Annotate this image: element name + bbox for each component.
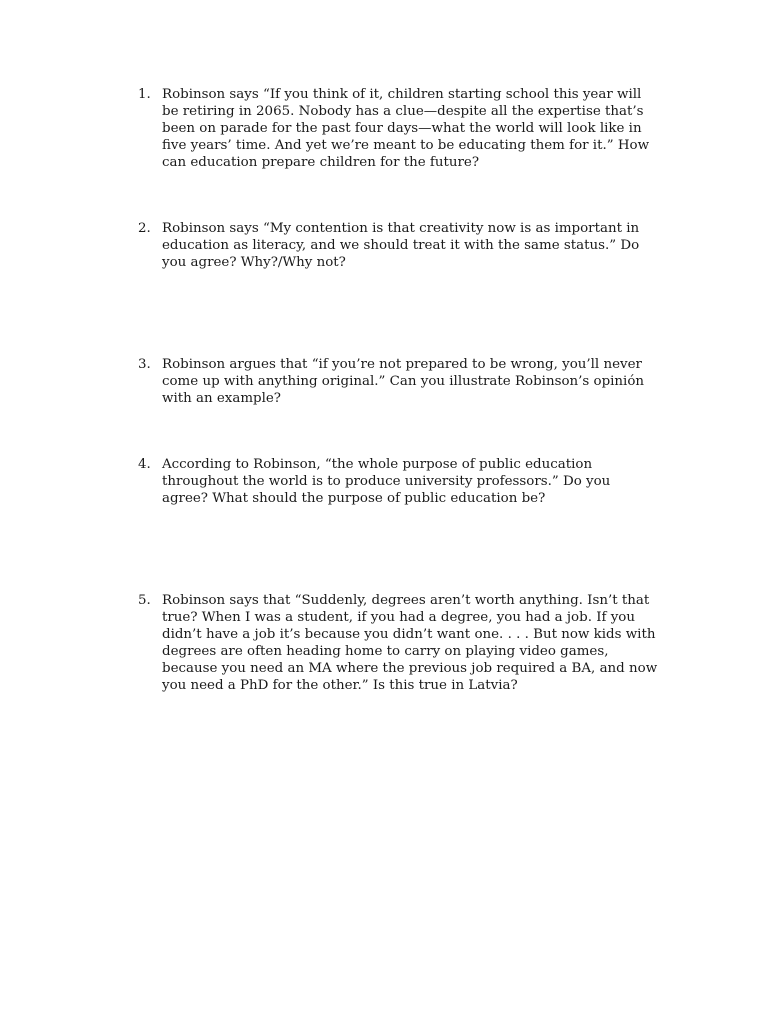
question-number: 5.: [138, 593, 151, 608]
question-text: According to Robinson, “the whole purpose of public education throughout the world is to produce university professors.” Do you agree? What should the purpose of public education be?: [162, 457, 611, 506]
question-text: Robinson says that “Suddenly, degrees aren’t worth anything. Isn’t that true? When I was a student, if you had a degree, you had a job. If you didn’t have a job it’s because you didn’t want one. . . . But now kids with degrees are often heading home to carry on playing video games, because you need an MA where the previous job required a BA, and now you need a PhD for the other.” Is this true in Latvia?: [162, 593, 658, 693]
question-text: Robinson argues that “if you’re not prepared to be wrong, you’ll never come up with anything original.” Can you illustrate Robinson’s opinión with an example?: [162, 357, 645, 406]
question-1: [138, 86, 658, 171]
question-2: [138, 220, 658, 271]
question-number: 3.: [138, 357, 151, 372]
question-number: 4.: [138, 457, 151, 472]
question-number: 1.: [138, 87, 151, 102]
question-5: [138, 592, 658, 694]
question-4: [138, 456, 658, 507]
question-text: Robinson says “My contention is that creativity now is as important in education as literacy, and we should treat it with the same status.” Do you agree? Why?/Why not?: [162, 221, 640, 270]
question-text: Robinson says “If you think of it, children starting school this year will be retiring in 2065. Nobody has a clue—despite all the expertise that’s been on parade for the past four days—what the world will look like in five years’ time. And yet we’re meant to be educating them for it.” How can education prepare children for the future?: [162, 87, 650, 170]
question-3: [138, 356, 658, 407]
question-number: 2.: [138, 221, 151, 236]
